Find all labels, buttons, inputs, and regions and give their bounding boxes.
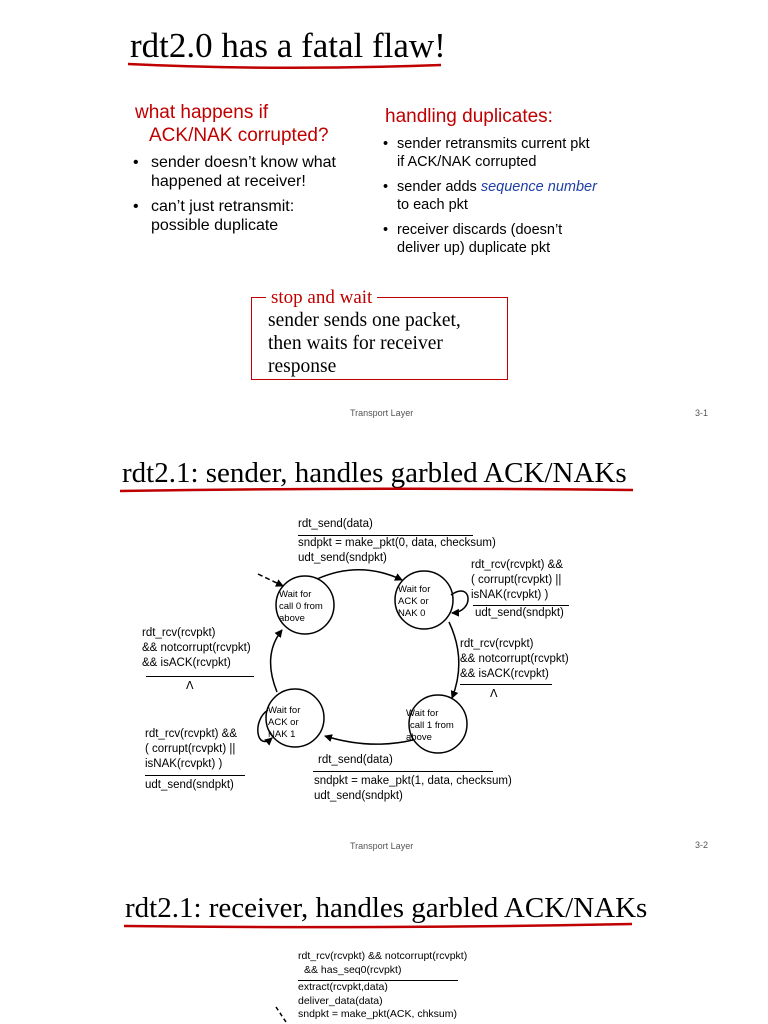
bullet-item: • sender doesn’t know what happened at receiver! xyxy=(133,153,373,191)
transition-label-left: rdt_rcv(rcvpkt) && notcorrupt(rcvpkt) && isACK(rcvpkt) Λ xyxy=(142,626,251,693)
bullet-item: • sender retransmits current pkt if ACK/NAK corrupted xyxy=(383,135,633,171)
transition-label-bottom: rdt_send(data) sndpkt = make_pkt(1, data, checksum) udt_send(sndpkt) xyxy=(314,754,512,802)
state-label: Wait for ACK or NAK 0 xyxy=(398,584,431,619)
sequence-number-emphasis: sequence number xyxy=(480,179,597,195)
bullet-item: • sender adds sequence number to each pkt xyxy=(383,178,633,214)
footer-page: 3-2 xyxy=(695,840,709,850)
state-label: Wait for ACK or NAK 1 xyxy=(268,705,301,740)
title-underline xyxy=(118,484,638,498)
transition-label-self-right: rdt_rcv(rcvpkt) && ( corrupt(rcvpkt) || isNAK(rcvpkt) ) udt_send(sndpkt) xyxy=(471,558,564,621)
state-label: Wait for call 1 from above xyxy=(406,708,454,743)
transition-label-self-left: rdt_rcv(rcvpkt) && ( corrupt(rcvpkt) || isNAK(rcvpkt) ) udt_send(sndpkt) xyxy=(145,727,237,793)
box-title: stop and wait xyxy=(266,287,377,309)
left-heading: what happens if ACK/NAK corrupted? xyxy=(135,102,329,146)
title-underline xyxy=(122,919,637,933)
footer-left: Transport Layer xyxy=(350,841,414,851)
receiver-transition-label: rdt_rcv(rcvpkt) && notcorrupt(rcvpkt) && has_seq0(rcvpkt) extract(rcvpkt,data) deliver_data(data) sndpkt = make_pkt(ACK, chksum) xyxy=(298,950,468,1020)
transition-label-top: rdt_send(data) sndpkt = make_pkt(0, data, checksum) udt_send(sndpkt) xyxy=(298,518,496,564)
bullet-item: • receiver discards (doesn’t deliver up) duplicate pkt xyxy=(383,221,633,257)
right-heading: handling duplicates: xyxy=(385,106,553,127)
transition-label-right: rdt_rcv(rcvpkt) && notcorrupt(rcvpkt) && isACK(rcvpkt) Λ xyxy=(460,638,569,700)
footer-page: 3-1 xyxy=(695,408,709,418)
slide-1-title: rdt2.0 has a fatal flaw! xyxy=(130,26,446,65)
initial-state-arrow xyxy=(270,1005,300,1024)
slide-3-title: rdt2.1: receiver, handles garbled ACK/NAKs xyxy=(125,892,648,924)
title-underline xyxy=(126,58,446,72)
footer-left: Transport Layer xyxy=(350,408,414,418)
left-bullets xyxy=(133,153,373,235)
bullet-item: • can’t just retransmit: possible duplicate xyxy=(133,197,373,235)
box-text: sender sends one packet, then waits for receiver response xyxy=(268,310,461,377)
state-label: Wait for call 0 from above xyxy=(279,589,323,624)
right-bullets xyxy=(383,135,633,257)
slide-2-title: rdt2.1: sender, handles garbled ACK/NAKs xyxy=(122,457,627,489)
